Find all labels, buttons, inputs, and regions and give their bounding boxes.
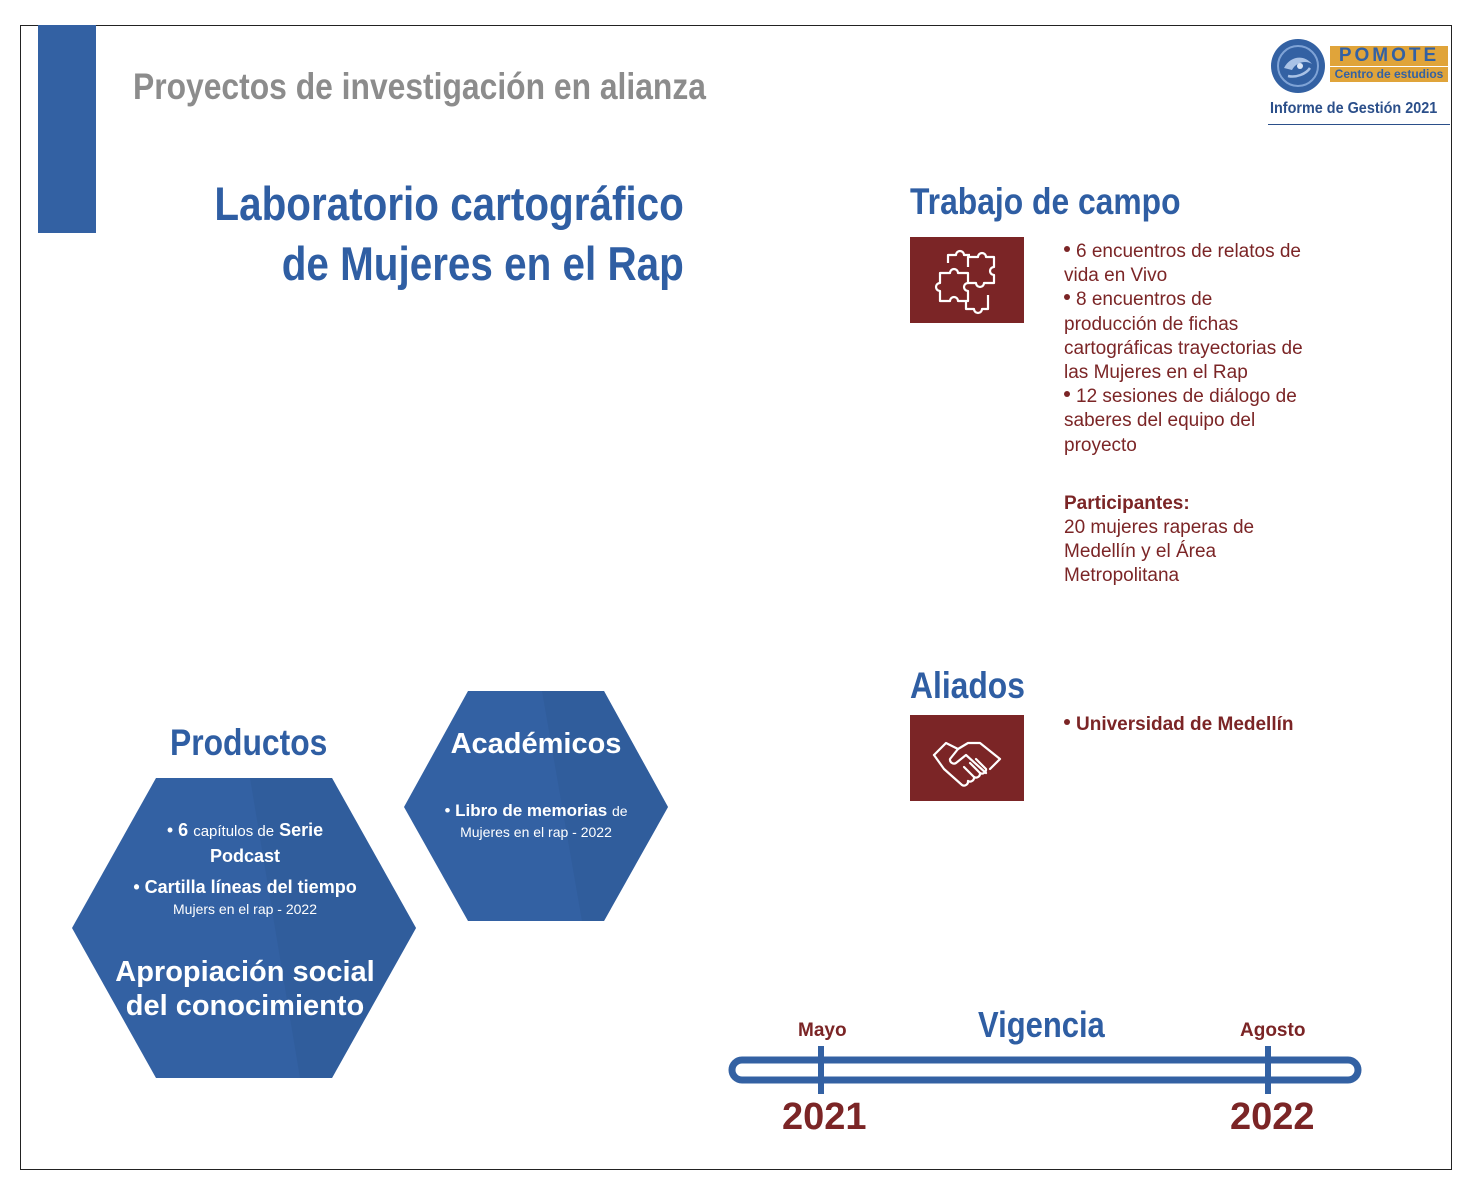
project-title [215, 174, 684, 294]
allies-icon-box [910, 715, 1024, 801]
participants-line: Medellín y el Área [1064, 541, 1217, 562]
participants [1064, 492, 1284, 588]
academic-bullet: • Libro de memorias de Mujeres en el rap - 2022 [444, 801, 628, 840]
report-label: Informe de Gestión 2021 [1270, 100, 1438, 117]
bullet-dot [1064, 391, 1070, 397]
allies-heading: Aliados [910, 665, 1025, 706]
products-bullet-2: • Cartilla líneas del tiempo [133, 877, 357, 897]
list-item: Universidad de Medellín [1064, 713, 1324, 737]
handshake-icon [910, 715, 1024, 801]
social-knowledge-label: Apropiación social del conocimiento [115, 956, 375, 1022]
puzzle-icon [910, 237, 1024, 323]
products-hex-content [95, 818, 395, 918]
page-title: Proyectos de investigación en alianza [133, 66, 706, 107]
accent-bar [38, 25, 96, 233]
academic-heading: Académicos [450, 728, 622, 760]
bullet-dot [1064, 294, 1070, 300]
timeline-start-month: Mayo [798, 1020, 847, 1041]
list-item: 8 encuentros de producción de fichas cartográficas trayectorias de las Mujeres en el Rap [1064, 289, 1303, 384]
products-heading: Productos [170, 722, 328, 763]
logo-subtitle: Centro de estudios [1330, 67, 1448, 82]
list-item: 6 encuentros de relatos de vida en Vivo [1064, 241, 1301, 287]
fieldwork-icon-box [910, 237, 1024, 323]
list-item: 12 sesiones de diálogo de saberes del equipo del proyecto [1064, 386, 1297, 456]
project-title-line2: de Mujeres en el Rap [281, 237, 684, 290]
timeline-bar [728, 1044, 1364, 1096]
fieldwork-heading: Trabajo de campo [910, 181, 1181, 222]
bullet-dot [1064, 246, 1070, 252]
products-bullet-1: • 6 capítulos de Serie [166, 820, 324, 840]
participants-line: Metropolitana [1064, 565, 1180, 586]
fieldwork-list [1064, 240, 1304, 458]
report-divider [1268, 124, 1450, 125]
timeline-end-year: 2022 [1230, 1096, 1315, 1138]
timeline-title: Vigencia [978, 1004, 1105, 1045]
participants-line: 20 mujeres raperas de [1064, 517, 1255, 538]
participants-label: Participantes: [1064, 493, 1190, 514]
products-bullet-1-line2: Podcast [209, 846, 281, 866]
timeline-start-year: 2021 [782, 1096, 867, 1138]
allies-list [1064, 713, 1324, 737]
bullet-dot [1064, 719, 1070, 725]
project-title-line1: Laboratorio cartográfico [214, 177, 684, 230]
logo-emblem-icon [1270, 38, 1326, 94]
products-bullet-2-line2: Mujers en el rap - 2022 [173, 901, 317, 917]
timeline-end-month: Agosto [1240, 1020, 1306, 1041]
logo-name: POMOTE [1330, 46, 1448, 66]
